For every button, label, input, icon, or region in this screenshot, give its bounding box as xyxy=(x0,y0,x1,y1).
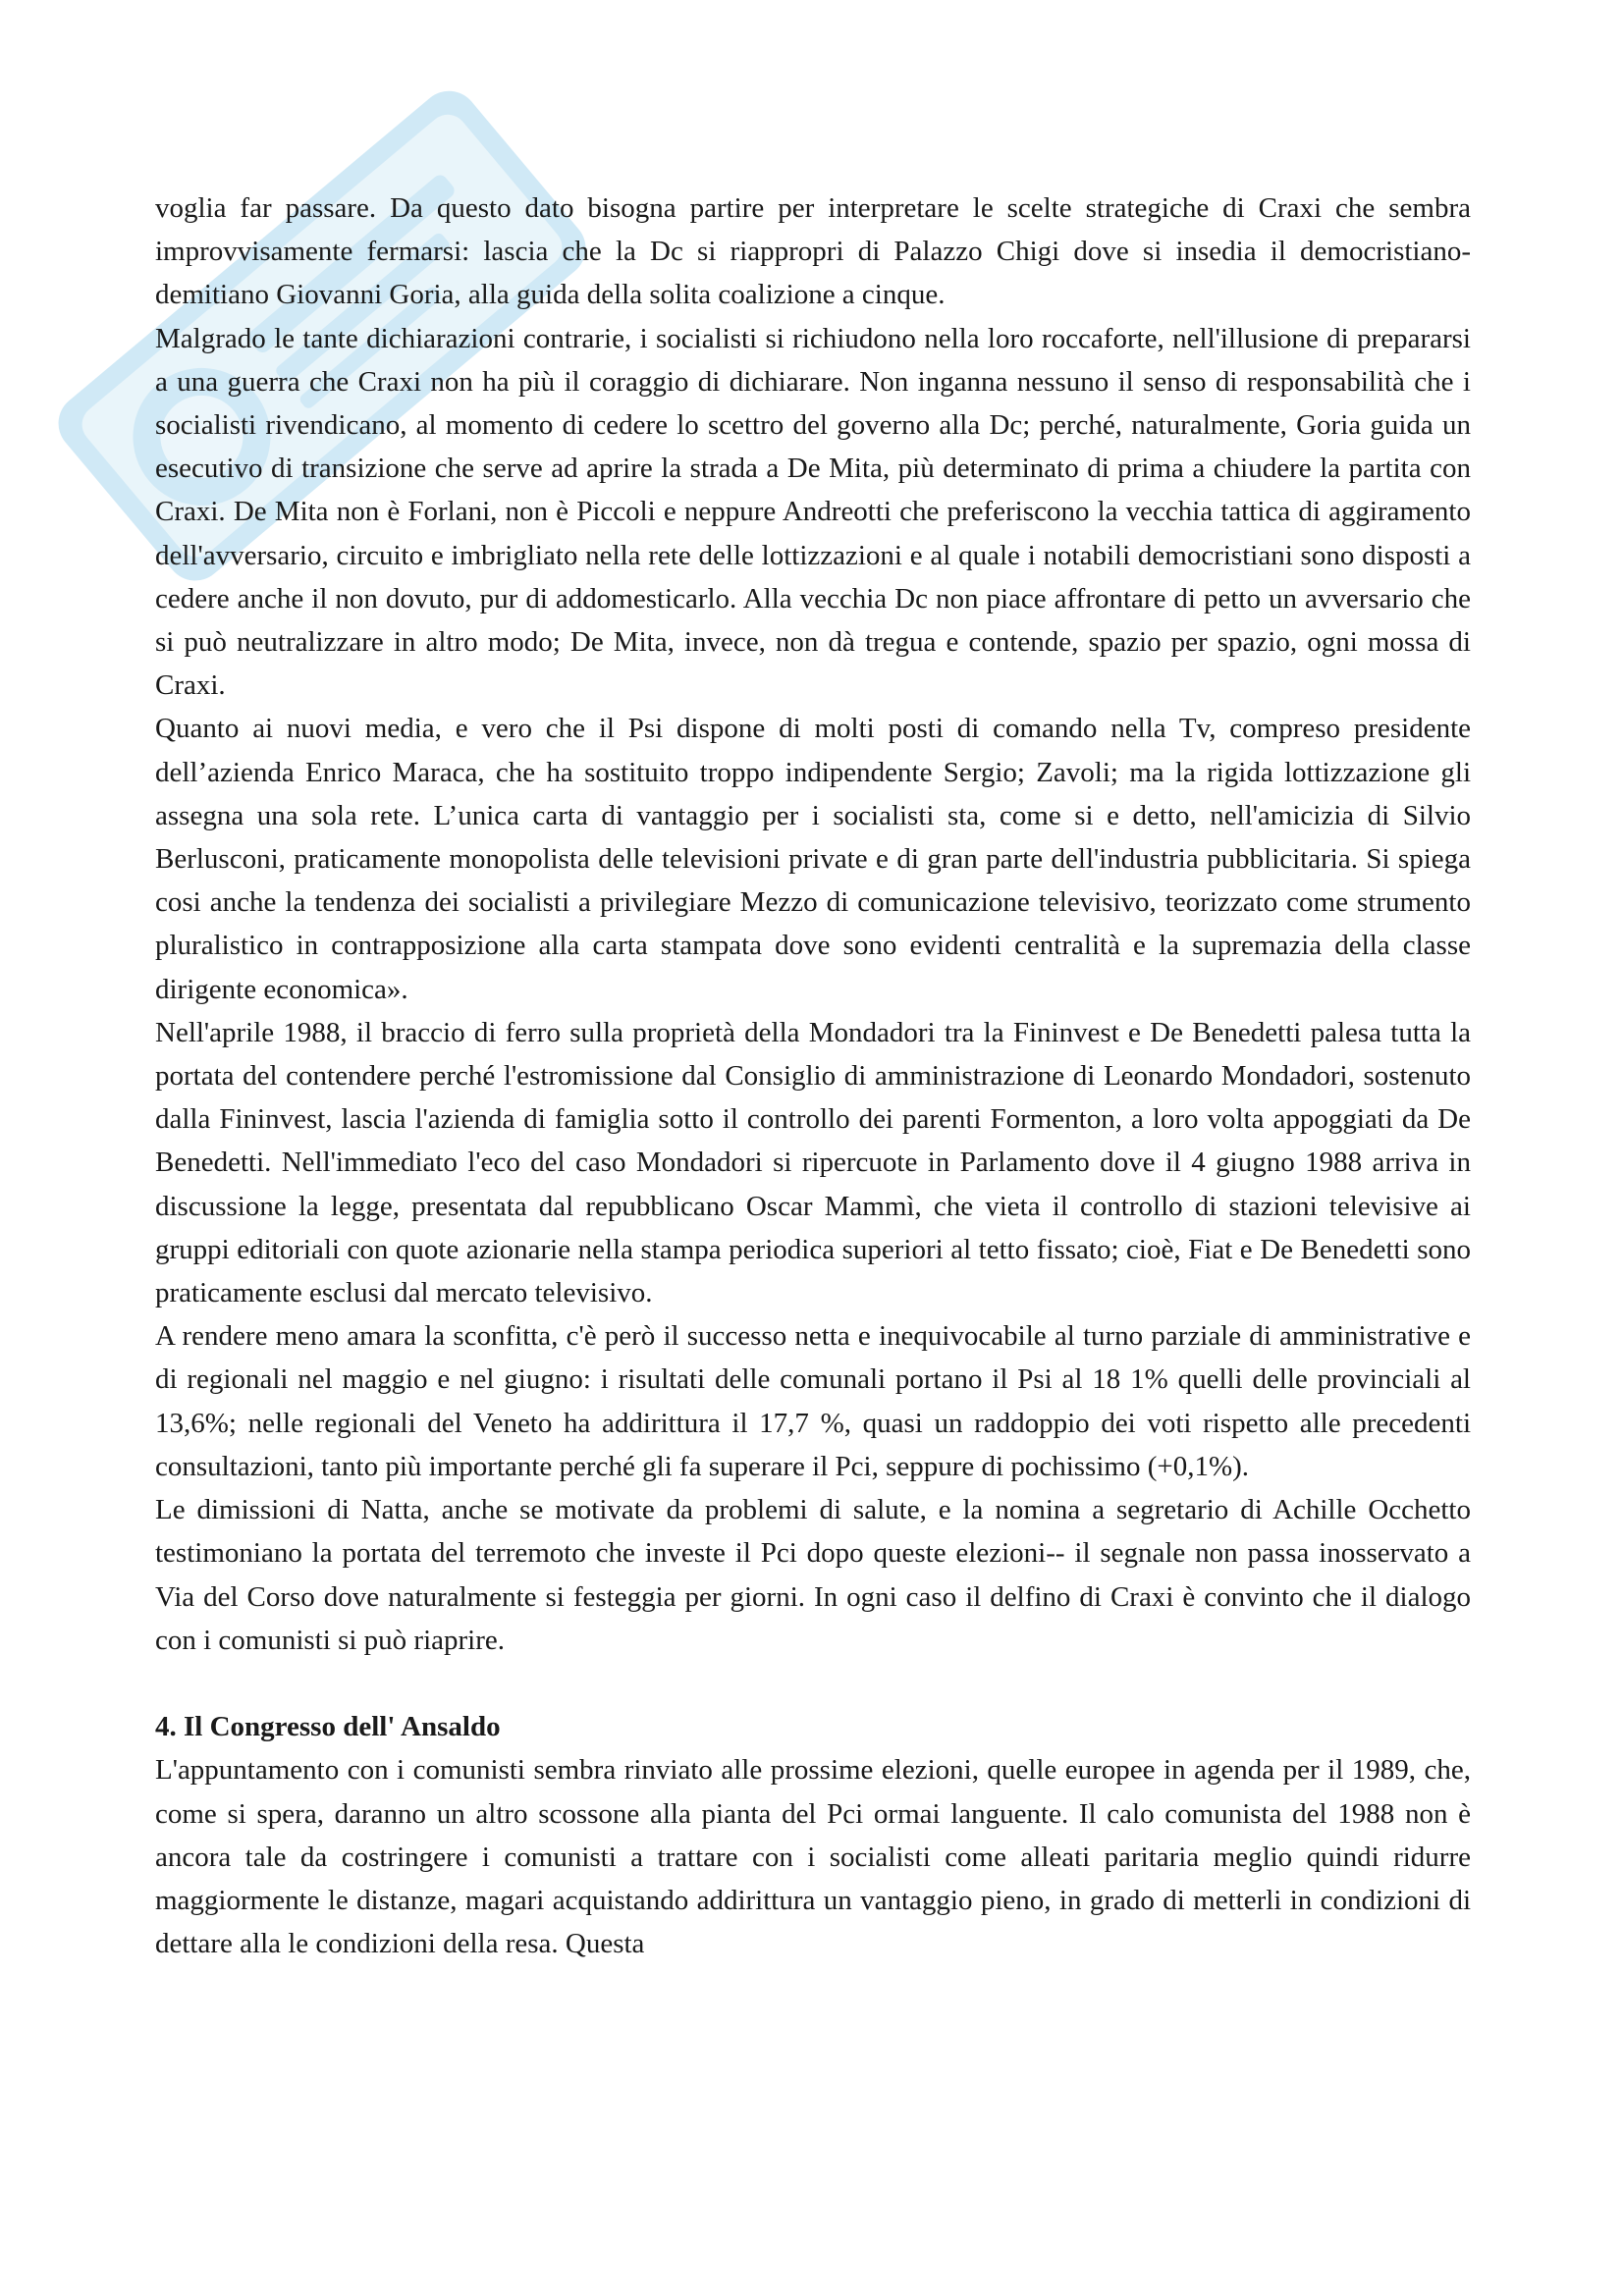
document-page xyxy=(155,187,1471,1965)
body-paragraph: A rendere meno amara la sconfitta, c'è però il successo netta e inequivocabile al turno parziale di amministrative e di regionali nel maggio e nel giugno: i risultati delle comunali portano il Psi al 18 1% quelli delle provinciali al 13,6%; nelle regionali del Veneto ha addirittura il 17,7 %, quasi un raddoppio dei voti rispetto alle precedenti consultazioni, tanto più importante perché gli fa superare il Pci, seppure di pochissimo (+0,1%). xyxy=(155,1320,1471,1482)
body-paragraph: L'appuntamento con i comunisti sembra rinviato alle prossime elezioni, quelle europee in agenda per il 1989, che, come si spera, daranno un altro scossone alla pianta del Pci ormai languente. Il calo comunista del 1988 non è ancora tale da costringere i comunisti a trattare con i socialisti come alleati paritaria meglio quindi ridurre maggiormente le distanze, magari acquistando addirittura un vantaggio pieno, in grado di metterli in condizioni di dettare alla le condizioni della resa. Questa xyxy=(155,1754,1471,1960)
paragraph-spacer xyxy=(155,1662,1471,1705)
body-paragraph: Quanto ai nuovi media, e vero che il Psi dispone di molti posti di comando nella Tv, compreso presidente dell’azienda Enrico Maraca, che ha sostituito troppo indipendente Sergio; Zavoli; ma la rigida lottizzazione gli assegna una sola rete. L’unica carta di vantaggio per i socialisti sta, come si e detto, nell'amicizia di Silvio Berlusconi, praticamente monopolista delle televisioni private e di gran parte dell'industria pubblicitaria. Si spiega cosi anche la tendenza dei socialisti a privilegiare Mezzo di comunicazione televisivo, teorizzato come strumento pluralistico in contrapposizione alla carta stampata dove sono evidenti centralità e la supremazia della classe dirigente economica». xyxy=(155,713,1471,1005)
body-paragraph: Malgrado le tante dichiarazioni contrarie, i socialisti si richiudono nella loro roccaforte, nell'illusione di prepararsi a una guerra che Craxi non ha più il coraggio di dichiarare. Non inganna nessuno il senso di responsabilità che i socialisti rivendicano, al momento di cedere lo scettro del governo alla Dc; perché, naturalmente, Goria guida un esecutivo di transizione che serve ad aprire la strada a De Mita, più determinato di prima a chiudere la partita con Craxi. De Mita non è Forlani, non è Piccoli e neppure Andreotti che preferiscono la vecchia tattica di aggiramento dell'avversario, circuito e imbrigliato nella rete delle lottizzazioni e al quale i notabili democristiani sono disposti a cedere anche il non dovuto, pur di addomesticarlo. Alla vecchia Dc non piace affrontare di petto un avversario che si può neutralizzare in altro modo; De Mita, invece, non dà tregua e contende, spazio per spazio, ogni mossa di Craxi. xyxy=(155,322,1471,702)
body-paragraph: Nell'aprile 1988, il braccio di ferro sulla proprietà della Mondadori tra la Fininvest e De Benedetti palesa tutta la portata del contendere perché l'estromissione dal Consiglio di amministrazione di Leonardo Mondadori, sostenuto dalla Fininvest, lascia l'azienda di famiglia sotto il controllo dei parenti Formenton, a loro volta appoggiati da De Benedetti. Nell'immediato l'eco del caso Mondadori si ripercuote in Parlamento dove il 4 giugno 1988 arriva in discussione la legge, presentata dal repubblicano Oscar Mammì, che vieta il controllo di stazioni televisive ai gruppi editoriali con quote azionarie nella stampa periodica superiori al tetto fissato; cioè, Fiat e De Benedetti sono praticamente esclusi dal mercato televisivo. xyxy=(155,1016,1471,1309)
body-paragraph: voglia far passare. Da questo dato bisogna partire per interpretare le scelte strategiche di Craxi che sembra improvvisamente fermarsi: lascia che la Dc si riappropri di Palazzo Chigi dove si insedia il democristiano-demitiano Giovanni Goria, alla guida della solita coalizione a cinque. xyxy=(155,192,1471,311)
section-heading: 4. Il Congresso dell' Ansaldo xyxy=(155,1711,501,1743)
body-paragraph: Le dimissioni di Natta, anche se motivate da problemi di salute, e la nomina a segretario di Achille Occhetto testimoniano la portata del terremoto che investe il Pci dopo queste elezioni-- il segnale non passa inosservato a Via del Corso dove naturalmente si festeggia per giorni. In ogni caso il delfino di Craxi è convinto che il dialogo con i comunisti si può riaprire. xyxy=(155,1494,1471,1656)
